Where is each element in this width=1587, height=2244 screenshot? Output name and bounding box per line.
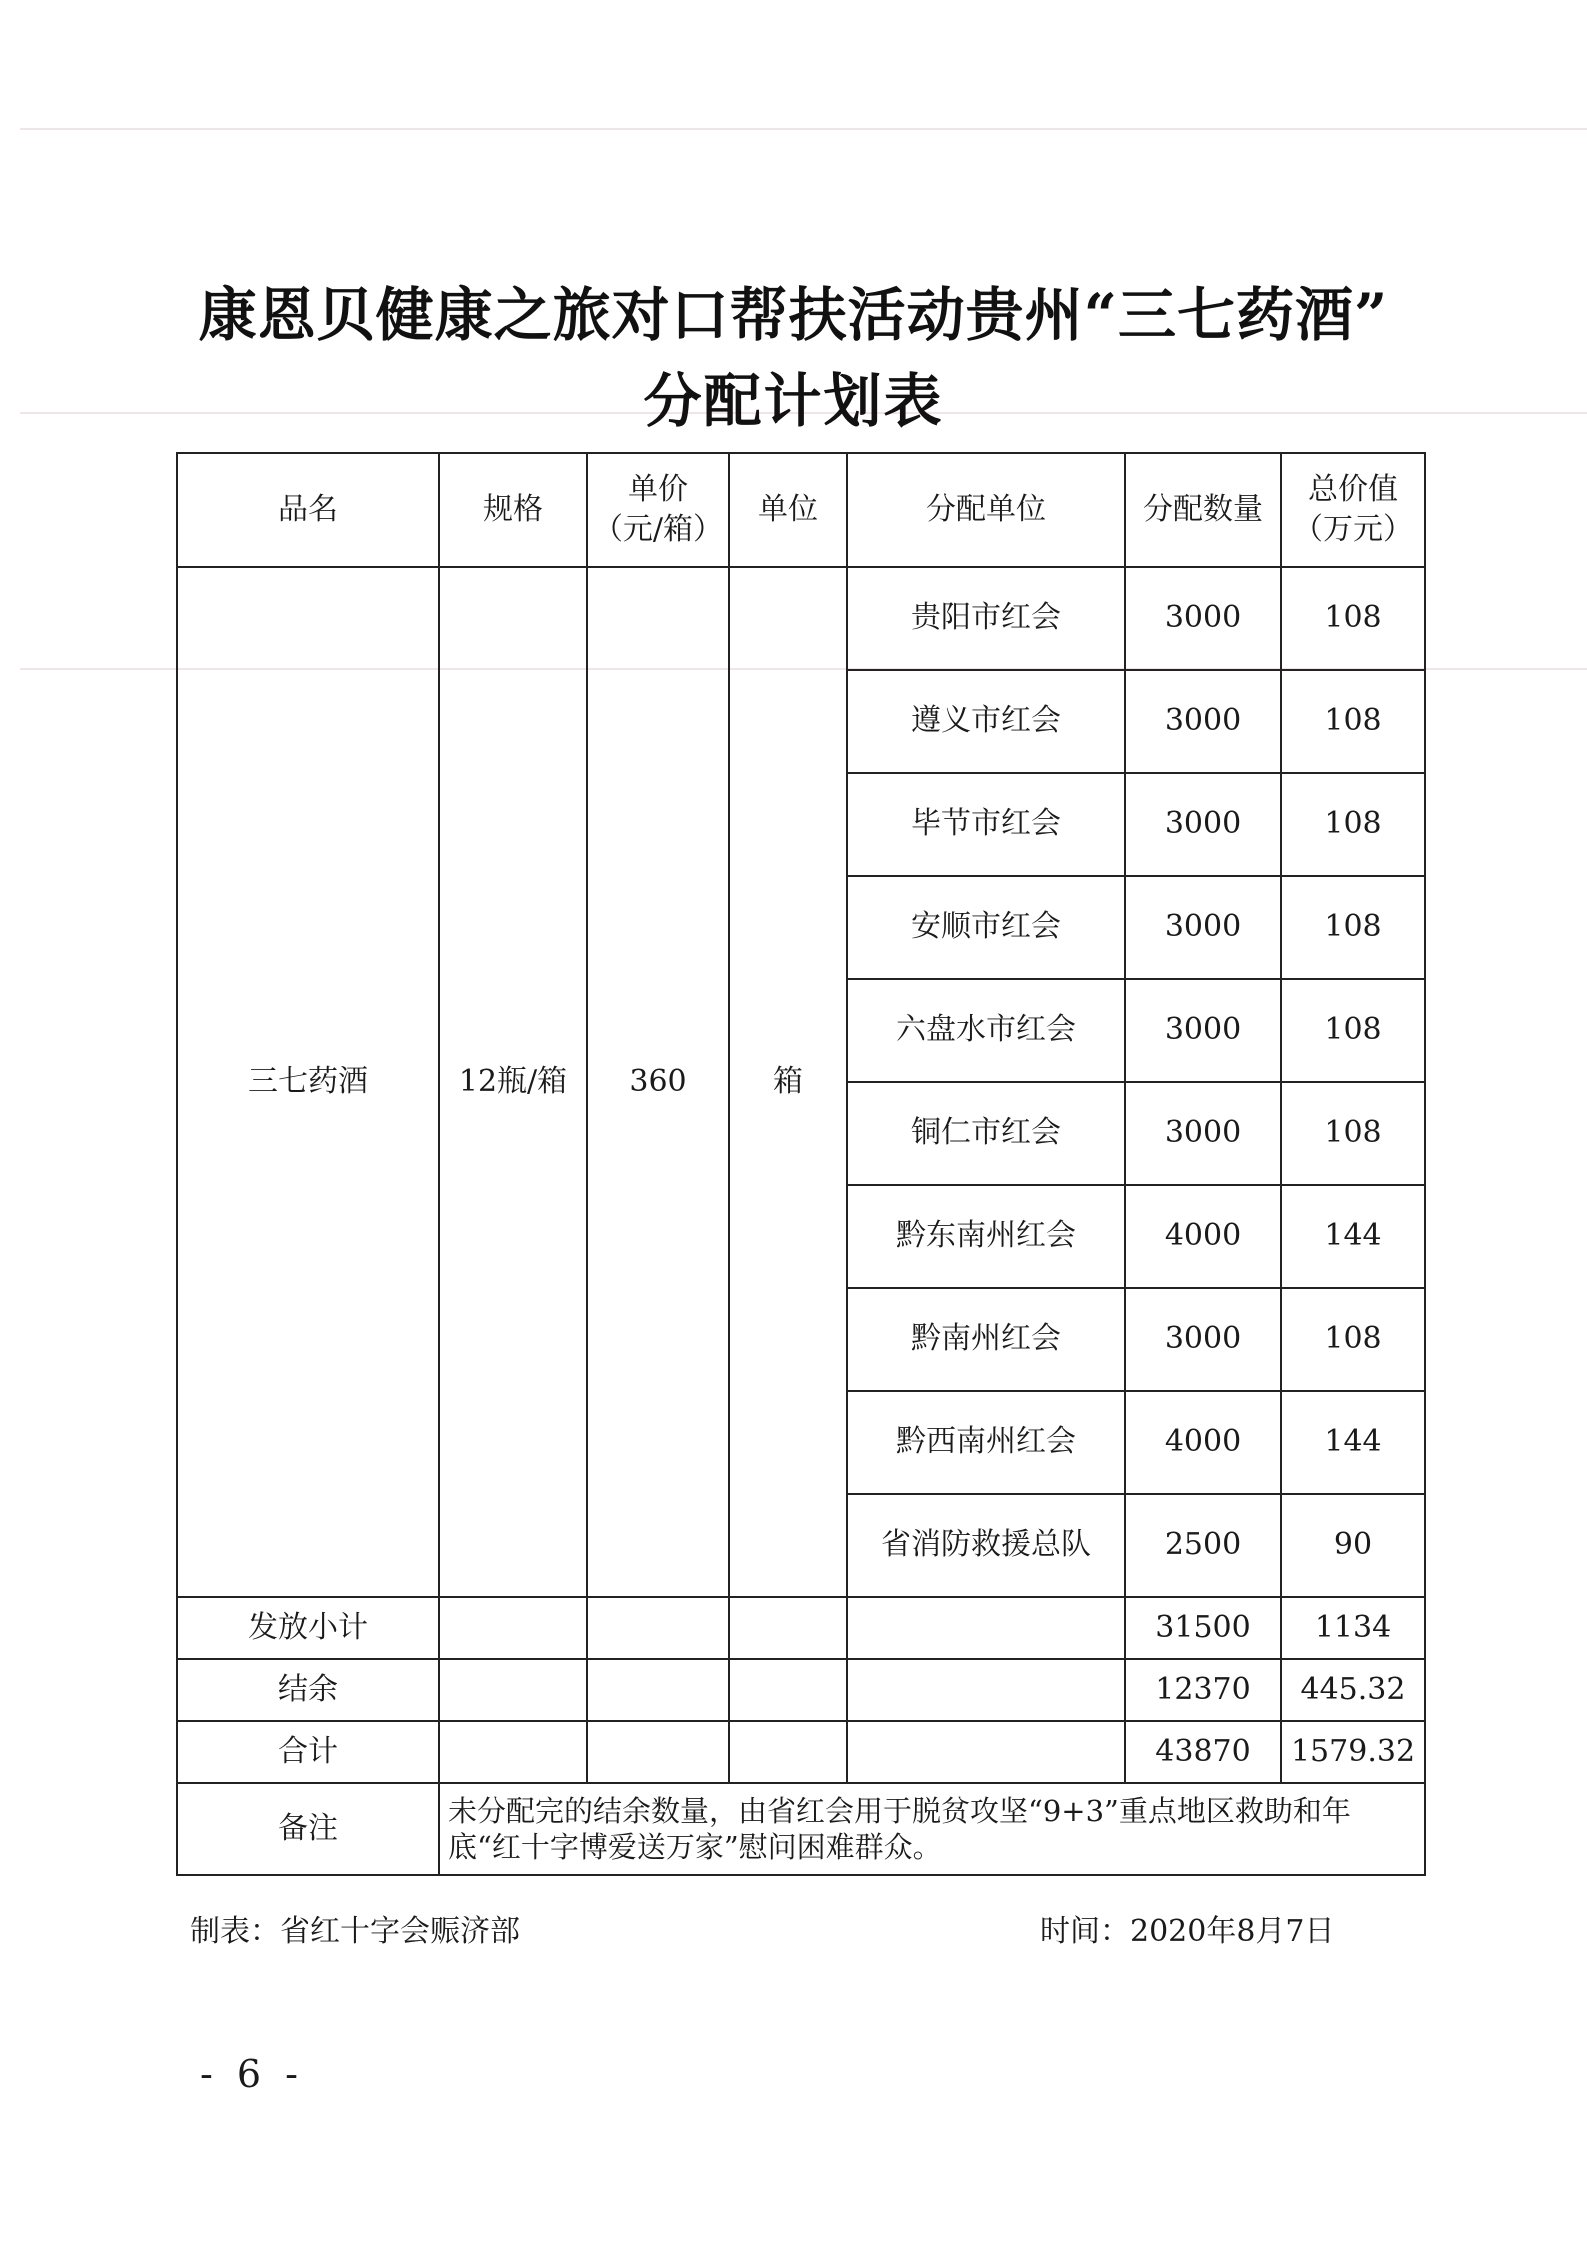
recipient-cell: 黔东南州红会 bbox=[847, 1185, 1125, 1288]
quantity-cell: 2500 bbox=[1125, 1494, 1281, 1597]
product-spec: 12瓶/箱 bbox=[439, 567, 587, 1597]
allocation-table bbox=[176, 452, 1426, 1876]
recipient-cell: 遵义市红会 bbox=[847, 670, 1125, 773]
quantity-cell: 4000 bbox=[1125, 1185, 1281, 1288]
document-date: 时间：2020年8月7日 bbox=[1040, 1914, 1335, 1949]
document-title-line2: 分配计划表 bbox=[643, 367, 944, 435]
quantity-cell: 3000 bbox=[1125, 567, 1281, 670]
table-row bbox=[177, 567, 1425, 670]
header-spec: 规格 bbox=[439, 453, 587, 567]
total-value: 1579.32 bbox=[1281, 1721, 1425, 1783]
total-label: 合计 bbox=[177, 1721, 439, 1783]
quantity-cell: 3000 bbox=[1125, 979, 1281, 1082]
recipient-cell: 黔西南州红会 bbox=[847, 1391, 1125, 1494]
prepared-by: 制表：省红十字会赈济部 bbox=[190, 1914, 520, 1949]
remainder-quantity: 12370 bbox=[1125, 1659, 1281, 1721]
document-title-line1: 康恩贝健康之旅对口帮扶活动贵州“三七药酒” bbox=[198, 281, 1389, 349]
value-cell: 108 bbox=[1281, 567, 1425, 670]
total-quantity: 43870 bbox=[1125, 1721, 1281, 1783]
quantity-cell: 4000 bbox=[1125, 1391, 1281, 1494]
header-quantity: 分配数量 bbox=[1125, 453, 1281, 567]
remainder-value: 445.32 bbox=[1281, 1659, 1425, 1721]
recipient-cell: 毕节市红会 bbox=[847, 773, 1125, 876]
subtotal-label: 发放小计 bbox=[177, 1597, 439, 1659]
remainder-row bbox=[177, 1659, 1425, 1721]
remarks-row bbox=[177, 1783, 1425, 1875]
scan-streak bbox=[20, 128, 1587, 130]
value-cell: 108 bbox=[1281, 979, 1425, 1082]
subtotal-row bbox=[177, 1597, 1425, 1659]
product-unit: 箱 bbox=[729, 567, 847, 1597]
value-cell: 108 bbox=[1281, 670, 1425, 773]
header-unit: 单位 bbox=[729, 453, 847, 567]
recipient-cell: 六盘水市红会 bbox=[847, 979, 1125, 1082]
total-row bbox=[177, 1721, 1425, 1783]
subtotal-quantity: 31500 bbox=[1125, 1597, 1281, 1659]
value-cell: 90 bbox=[1281, 1494, 1425, 1597]
page-number: - 6 - bbox=[200, 2052, 305, 2096]
remainder-label: 结余 bbox=[177, 1659, 439, 1721]
remarks-text: 未分配完的结余数量，由省红会用于脱贫攻坚“9+3”重点地区救助和年底“红十字博爱送万家”慰问困难群众。 bbox=[439, 1783, 1425, 1875]
recipient-cell: 铜仁市红会 bbox=[847, 1082, 1125, 1185]
value-cell: 108 bbox=[1281, 1288, 1425, 1391]
header-name: 品名 bbox=[177, 453, 439, 567]
quantity-cell: 3000 bbox=[1125, 1082, 1281, 1185]
value-cell: 108 bbox=[1281, 773, 1425, 876]
recipient-cell: 安顺市红会 bbox=[847, 876, 1125, 979]
value-cell: 108 bbox=[1281, 1082, 1425, 1185]
quantity-cell: 3000 bbox=[1125, 773, 1281, 876]
product-price: 360 bbox=[587, 567, 729, 1597]
quantity-cell: 3000 bbox=[1125, 876, 1281, 979]
value-cell: 144 bbox=[1281, 1185, 1425, 1288]
quantity-cell: 3000 bbox=[1125, 670, 1281, 773]
value-cell: 108 bbox=[1281, 876, 1425, 979]
value-cell: 144 bbox=[1281, 1391, 1425, 1494]
recipient-cell: 省消防救援总队 bbox=[847, 1494, 1125, 1597]
recipient-cell: 黔南州红会 bbox=[847, 1288, 1125, 1391]
recipient-cell: 贵阳市红会 bbox=[847, 567, 1125, 670]
remarks-label: 备注 bbox=[177, 1783, 439, 1875]
header-recipient: 分配单位 bbox=[847, 453, 1125, 567]
product-name: 三七药酒 bbox=[177, 567, 439, 1597]
header-price: 单价 （元/箱） bbox=[587, 453, 729, 567]
table-header-row bbox=[177, 453, 1425, 567]
header-total-value: 总价值 （万元） bbox=[1281, 453, 1425, 567]
subtotal-value: 1134 bbox=[1281, 1597, 1425, 1659]
quantity-cell: 3000 bbox=[1125, 1288, 1281, 1391]
